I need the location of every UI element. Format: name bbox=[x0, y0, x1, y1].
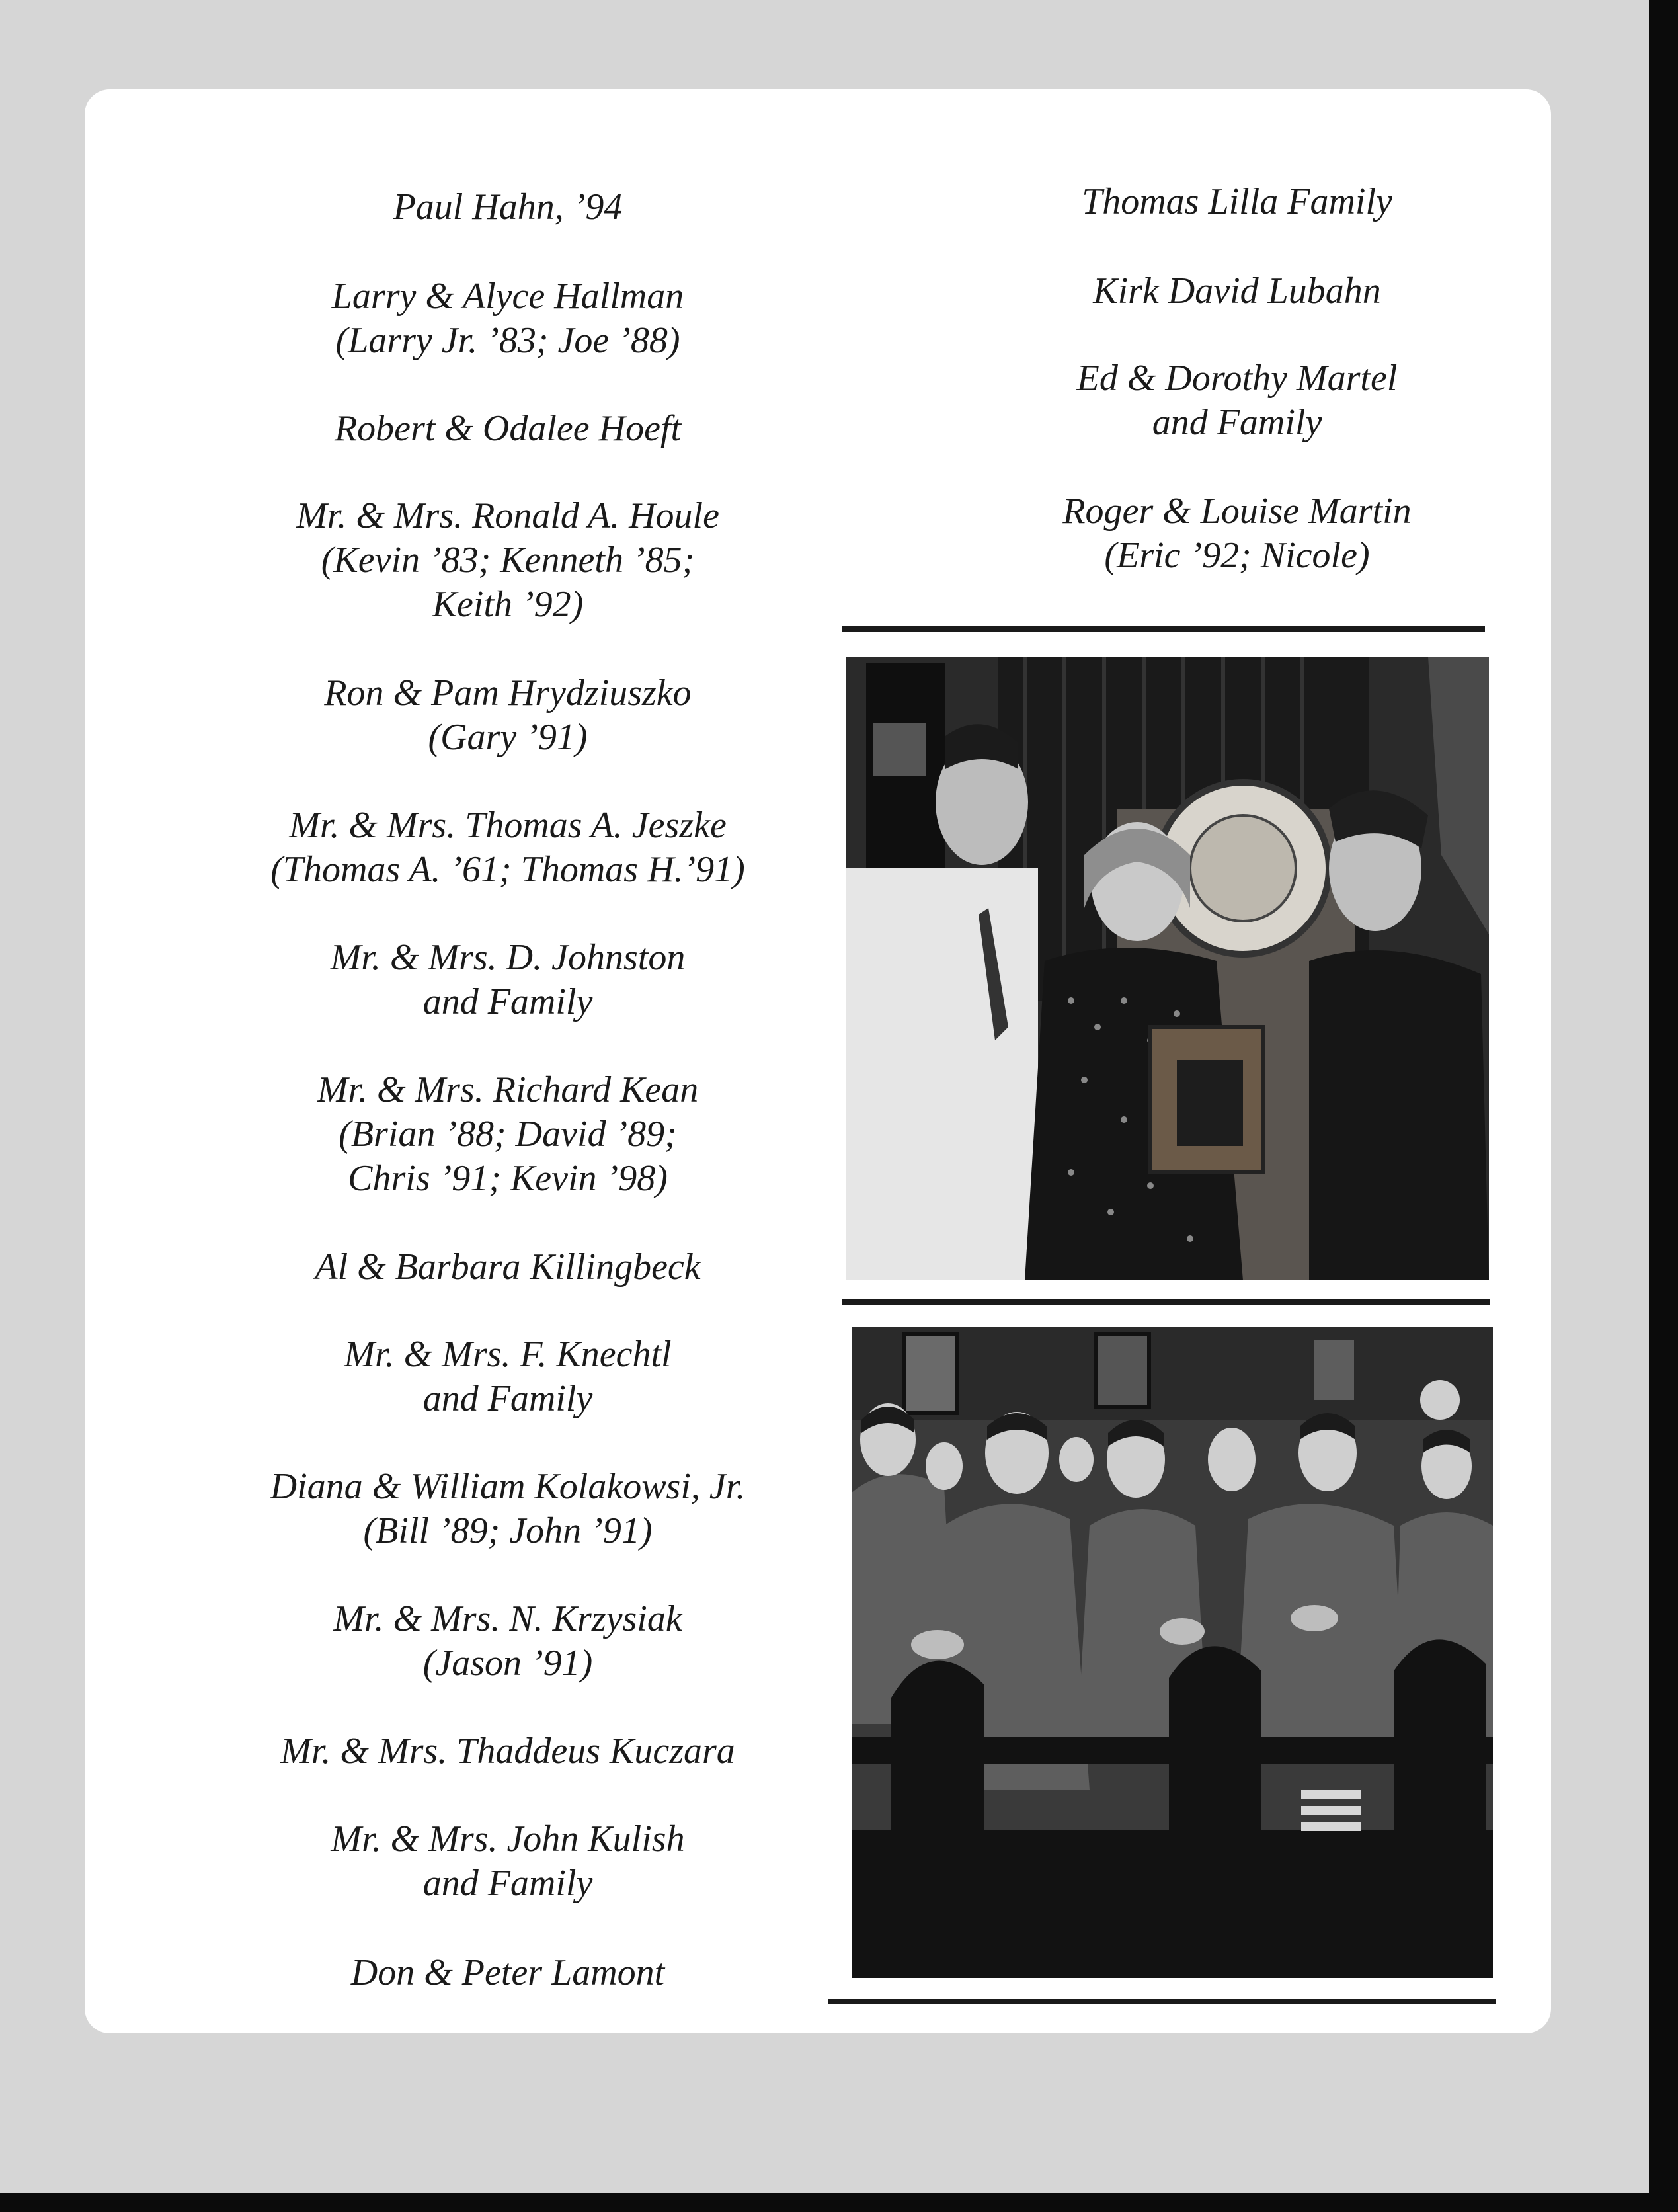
patron-line: Larry & Alyce Hallman bbox=[331, 276, 684, 317]
patron-line: Mr. & Mrs. D. Johnston bbox=[330, 937, 686, 978]
patron-line: Mr. & Mrs. N. Krzysiak bbox=[333, 1598, 682, 1639]
patron-line: Mr. & Mrs. Richard Kean bbox=[317, 1069, 699, 1110]
patron-entry bbox=[184, 936, 832, 1024]
patron-line: Mr. & Mrs. John Kulish bbox=[331, 1819, 685, 1860]
patron-line: Chris ’91; Kevin ’98) bbox=[348, 1158, 668, 1199]
scan-border-bottom bbox=[0, 2193, 1678, 2212]
patron-line: Keith ’92) bbox=[432, 584, 584, 625]
patron-entry bbox=[184, 1332, 832, 1421]
patron-entry bbox=[913, 180, 1561, 224]
patron-entry bbox=[184, 1817, 832, 1906]
patron-line: Kirk David Lubahn bbox=[1093, 270, 1381, 311]
patron-line: (Brian ’88; David ’89; bbox=[339, 1114, 677, 1155]
patron-line: Robert & Odalee Hoeft bbox=[334, 408, 682, 449]
patron-line: and Family bbox=[1152, 402, 1322, 443]
patron-line: Al & Barbara Killingbeck bbox=[315, 1247, 701, 1288]
patron-line: Mr. & Mrs. Thomas A. Jeszke bbox=[289, 805, 727, 846]
patron-line: (Larry Jr. ’83; Joe ’88) bbox=[335, 320, 680, 361]
patron-line: Mr. & Mrs. Ronald A. Houle bbox=[296, 495, 719, 536]
patron-line: Paul Hahn, ’94 bbox=[393, 186, 623, 227]
patron-entry bbox=[184, 1951, 832, 1995]
divider-rule bbox=[842, 1299, 1490, 1305]
yearbook-page bbox=[85, 89, 1551, 2033]
patron-entry bbox=[184, 1597, 832, 1686]
patron-line: (Bill ’89; John ’91) bbox=[363, 1510, 653, 1551]
patron-line: Don & Peter Lamont bbox=[350, 1952, 665, 1993]
patron-line: Thomas Lilla Family bbox=[1082, 181, 1392, 222]
patron-line: Roger & Louise Martin bbox=[1062, 491, 1412, 532]
patron-line: and Family bbox=[422, 1863, 593, 1904]
patron-line: (Kevin ’83; Kenneth ’85; bbox=[321, 540, 695, 581]
graduates-in-pews-photo bbox=[852, 1327, 1493, 1978]
patron-line: and Family bbox=[422, 1378, 593, 1419]
patron-line: Ron & Pam Hrydziuszko bbox=[324, 673, 692, 714]
patron-line: Diana & William Kolakowsi, Jr. bbox=[270, 1466, 746, 1507]
patron-entry bbox=[184, 274, 832, 363]
divider-rule bbox=[828, 1999, 1496, 2004]
patron-entry bbox=[184, 1068, 832, 1201]
patron-line: (Gary ’91) bbox=[428, 717, 588, 758]
patron-line: (Eric ’92; Nicole) bbox=[1104, 535, 1370, 576]
award-presentation-photo bbox=[846, 657, 1489, 1280]
patron-line: (Thomas A. ’61; Thomas H.’91) bbox=[270, 849, 745, 890]
patron-entry bbox=[184, 1729, 832, 1774]
scan-border-right bbox=[1649, 0, 1678, 2212]
patron-entry bbox=[184, 671, 832, 760]
patron-line: Mr. & Mrs. F. Knechtl bbox=[344, 1334, 672, 1375]
patron-entry bbox=[913, 269, 1561, 313]
patron-entry bbox=[184, 407, 832, 451]
patron-line: Mr. & Mrs. Thaddeus Kuczara bbox=[280, 1731, 735, 1772]
divider-rule bbox=[842, 626, 1485, 632]
patron-line: and Family bbox=[422, 981, 593, 1022]
patron-entry bbox=[184, 494, 832, 627]
award-photo-image bbox=[846, 657, 1489, 1280]
patron-line: Ed & Dorothy Martel bbox=[1076, 358, 1398, 399]
patron-entry bbox=[184, 1245, 832, 1290]
patron-entry bbox=[184, 803, 832, 892]
patron-entry bbox=[184, 185, 832, 229]
graduates-photo-image bbox=[852, 1327, 1493, 1978]
patron-entry bbox=[913, 356, 1561, 445]
patron-line: (Jason ’91) bbox=[422, 1643, 593, 1684]
patron-entry bbox=[913, 489, 1561, 578]
patron-entry bbox=[184, 1465, 832, 1553]
